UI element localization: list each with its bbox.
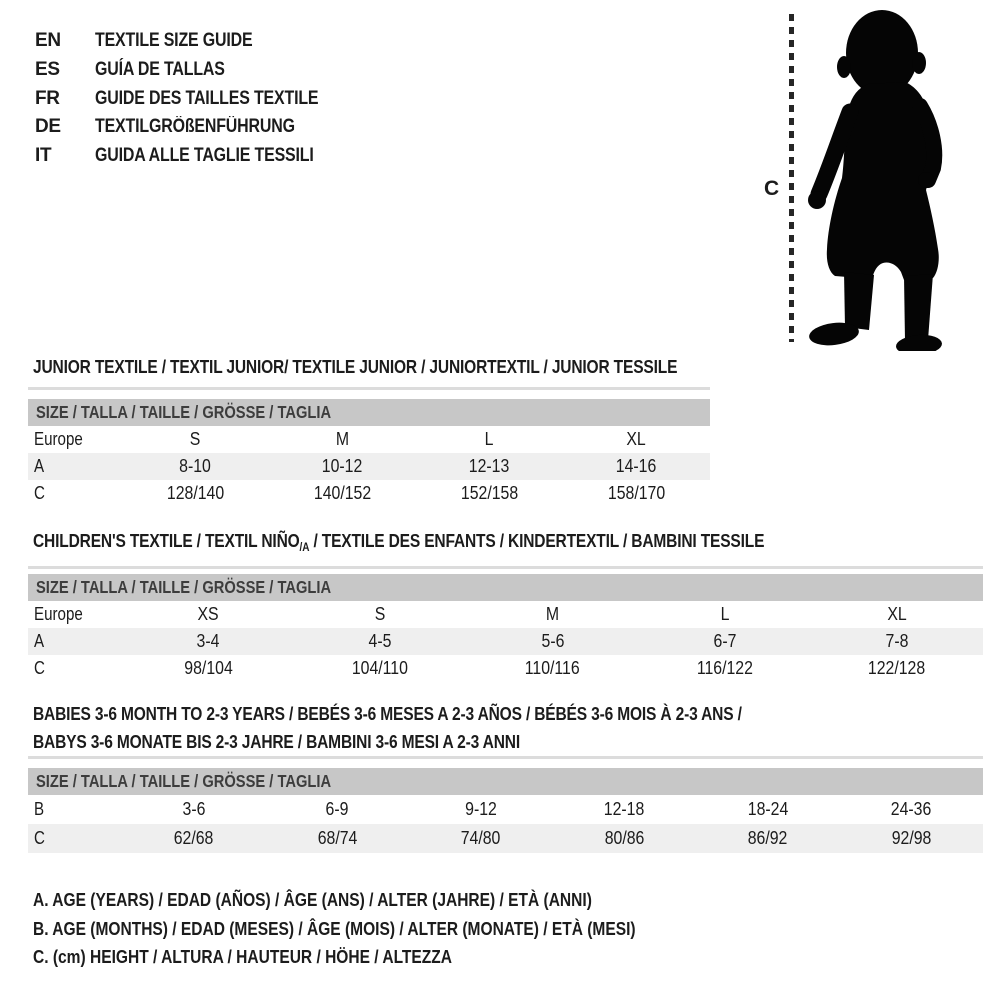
table-cell: 8-10 xyxy=(179,456,212,476)
row-label: A xyxy=(34,456,45,476)
language-title: GUIDE DES TAILLES TEXTILE xyxy=(95,87,319,109)
height-measure-label: C xyxy=(764,177,780,200)
table-cell: 6-9 xyxy=(325,799,349,819)
table-cell: S xyxy=(375,604,386,624)
table-cell: 80/86 xyxy=(604,828,645,848)
section-title-children xyxy=(33,530,904,552)
table-cell: L xyxy=(720,604,730,624)
table-cell: XL xyxy=(626,429,647,449)
table-cell: 4-5 xyxy=(368,631,392,651)
row-label: C xyxy=(34,658,45,678)
table-row-months xyxy=(28,795,983,824)
height-measure-line xyxy=(789,14,794,342)
footnote-b: B. AGE (MONTHS) / EDAD (MESES) / ÂGE (MOIS) / ALTER (MONATE) / ETÀ (MESI) xyxy=(33,917,636,939)
table-cell: 92/98 xyxy=(891,828,932,848)
table-cell: XS xyxy=(197,604,219,624)
table-cell: 24-36 xyxy=(890,799,932,819)
table-cell: 104/110 xyxy=(352,658,409,678)
language-title: GUIDA ALLE TAGLIE TESSILI xyxy=(95,145,314,167)
table-row-height xyxy=(28,480,710,507)
table-row-age xyxy=(28,453,710,480)
language-code: EN xyxy=(35,30,61,52)
table-cell: 158/170 xyxy=(607,483,666,503)
language-code: IT xyxy=(35,145,52,167)
section-title-text: BABIES 3-6 MONTH TO 2-3 YEARS / BEBÉS 3-6 MESES A 2-3 AÑOS / BÉBÉS 3-6 MOIS À 2-3 ANS / xyxy=(33,703,742,724)
table-cell: 18-24 xyxy=(747,799,789,819)
row-label: B xyxy=(34,799,45,819)
table-cell: 152/158 xyxy=(460,483,519,503)
language-title: GUÍA DE TALLAS xyxy=(95,59,225,81)
language-row-de xyxy=(35,113,361,142)
language-title: TEXTILGRÖßENFÜHRUNG xyxy=(95,116,295,138)
table-cell: 5-6 xyxy=(541,631,564,651)
footnote-c: C. (cm) HEIGHT / ALTURA / HAUTEUR / HÖHE / ALTEZZA xyxy=(33,946,452,967)
footnotes xyxy=(33,889,750,975)
table-cell: 122/128 xyxy=(868,658,926,678)
language-row-en xyxy=(35,27,361,56)
row-label: A xyxy=(34,631,45,651)
language-list xyxy=(35,27,361,170)
language-row-it xyxy=(35,142,361,171)
table-cell: M xyxy=(545,604,560,624)
section-title-text: JUNIOR TEXTILE / TEXTIL JUNIOR/ TEXTILE JUNIOR / JUNIORTEXTIL / JUNIOR TESSILE xyxy=(33,356,678,377)
row-label: Europe xyxy=(34,429,83,449)
table-cell: 110/116 xyxy=(525,658,580,678)
table-row-europe xyxy=(28,426,710,453)
babies-size-table xyxy=(28,768,983,853)
children-size-table xyxy=(28,574,983,682)
language-code: ES xyxy=(35,59,60,81)
divider xyxy=(28,387,710,390)
section-title-babies-line2 xyxy=(33,731,613,753)
table-cell: 7-8 xyxy=(885,631,909,651)
language-code: FR xyxy=(35,87,60,109)
table-cell: S xyxy=(190,429,201,449)
table-cell: 62/68 xyxy=(173,828,214,848)
table-cell: 9-12 xyxy=(464,799,497,819)
table-cell: 86/92 xyxy=(747,828,788,848)
table-cell: 12-18 xyxy=(603,799,645,819)
table-cell: 98/104 xyxy=(183,658,233,678)
table-cell: 68/74 xyxy=(317,828,358,848)
row-label: C xyxy=(34,828,45,848)
table-row-height xyxy=(28,655,983,682)
language-row-fr xyxy=(35,84,361,113)
nino-a-subscript: /A xyxy=(299,540,310,554)
section-title-babies-line1 xyxy=(33,703,877,725)
table-header-band xyxy=(28,768,983,795)
child-silhouette-icon xyxy=(798,6,960,351)
junior-size-table xyxy=(28,399,710,507)
divider xyxy=(28,756,983,759)
table-header-label: SIZE / TALLA / TAILLE / GRÖSSE / TAGLIA xyxy=(36,402,332,422)
row-label: C xyxy=(34,483,45,503)
language-code: DE xyxy=(35,116,61,138)
table-row-height xyxy=(28,824,983,853)
table-cell: 10-12 xyxy=(322,456,363,476)
table-header-band xyxy=(28,399,710,426)
language-row-es xyxy=(35,56,361,85)
section-title-junior xyxy=(33,356,800,378)
table-cell: 14-16 xyxy=(616,456,657,476)
table-cell: XL xyxy=(887,604,907,624)
row-label: Europe xyxy=(34,604,83,624)
table-cell: 116/122 xyxy=(696,658,753,678)
language-title: TEXTILE SIZE GUIDE xyxy=(95,30,253,52)
table-header-label: SIZE / TALLA / TAILLE / GRÖSSE / TAGLIA xyxy=(36,771,332,791)
table-cell: 3-4 xyxy=(196,631,220,651)
table-cell: M xyxy=(335,429,350,449)
table-cell: 74/80 xyxy=(460,828,501,848)
section-title-text: CHILDREN'S TEXTILE / TEXTIL $NIÑO_{/A}$ / TEXTILE DES ENFANTS / KINDERTEXTIL / BAMBINI TESSILE xyxy=(33,530,765,554)
table-header-band xyxy=(28,574,983,601)
table-cell: 140/152 xyxy=(313,483,372,503)
footnote-a: A. AGE (YEARS) / EDAD (AÑOS) / ÂGE (ANS) / ALTER (JAHRE) / ETÀ (ANNI) xyxy=(33,889,592,910)
table-header-label: SIZE / TALLA / TAILLE / GRÖSSE / TAGLIA xyxy=(36,577,332,597)
table-row-europe xyxy=(28,601,983,628)
table-cell: 6-7 xyxy=(713,631,737,651)
table-cell: L xyxy=(485,429,494,449)
table-cell: 12-13 xyxy=(469,456,510,476)
divider xyxy=(28,566,983,569)
section-title-text: BABYS 3-6 MONATE BIS 2-3 JAHRE / BAMBINI 3-6 MESI A 2-3 ANNI xyxy=(33,731,520,752)
table-cell: 3-6 xyxy=(182,799,206,819)
table-row-age xyxy=(28,628,983,655)
table-cell: 128/140 xyxy=(166,483,225,503)
